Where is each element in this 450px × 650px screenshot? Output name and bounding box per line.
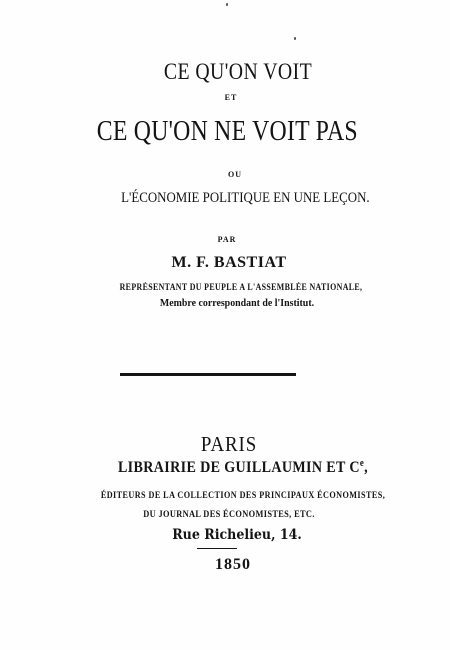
conjunction-ou: OU	[228, 170, 242, 179]
publisher-name: LIBRAIRIE DE GUILLAUMIN ET C	[117, 459, 360, 476]
editors-line-2: DU JOURNAL DES ÉCONOMISTES, ETC.	[143, 510, 315, 520]
by-label: PAR	[217, 235, 237, 244]
publisher-end: ,	[364, 459, 369, 476]
address-rule	[197, 548, 237, 549]
author-name: M. F. BASTIAT	[171, 254, 287, 271]
author-role-line-2: Membre correspondant de l'Institut.	[159, 297, 315, 309]
divider-rule	[120, 373, 296, 376]
title-part-2: CE QU'ON NE VOIT PAS	[96, 115, 358, 147]
imprint-address: Rue Richelieu, 14.	[172, 527, 302, 543]
author-role-line-1: REPRÉSENTANT DU PEUPLE A L'ASSEMBLÉE NATIONALE,	[119, 282, 363, 292]
editors-line-1: ÉDITEURS DE LA COLLECTION DES PRINCIPAUX ÉCONOMISTES,	[100, 491, 386, 501]
imprint-publisher	[45, 460, 441, 476]
conjunction-et: ET	[224, 93, 238, 102]
print-speck	[226, 3, 228, 6]
print-speck	[294, 37, 296, 40]
imprint-city: PARIS	[200, 432, 258, 456]
subtitle: L'ÉCONOMIE POLITIQUE EN UNE LEÇON.	[121, 190, 370, 206]
publisher-suffix: e	[359, 458, 365, 469]
imprint-year: 1850	[215, 556, 251, 573]
title-part-1: CE QU'ON VOIT	[163, 59, 313, 84]
